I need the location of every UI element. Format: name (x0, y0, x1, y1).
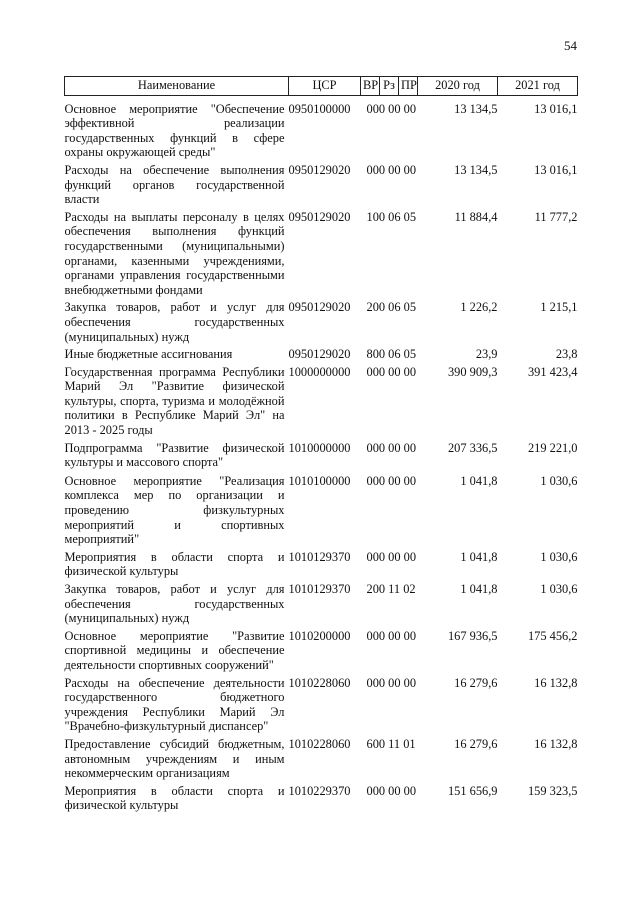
row-csr: 0950129020 (288, 347, 351, 362)
table-row (65, 438, 578, 470)
row-name: Государственная программа Республики Марий Эл "Развитие физической культуры, спорта, туризма и молодёжной политики в Республике Марий Эл" на 2013 - 2025 годы (64, 364, 285, 438)
table-row (65, 579, 578, 626)
row-codes: 000 00 00 (366, 101, 417, 116)
row-value-2020: 207 336,5 (447, 440, 498, 455)
row-value-2021: 16 132,8 (534, 736, 578, 751)
row-codes: 000 00 00 (366, 364, 417, 379)
row-value-2021: 11 777,2 (534, 209, 578, 224)
header-vr: ВР (361, 77, 380, 96)
row-name: Основное мероприятие "Обеспечение эффективной реализации государственных функций в сфере охраны окружающей среды" (64, 101, 285, 160)
table-row (65, 470, 578, 547)
row-csr: 0950129020 (288, 209, 351, 224)
row-value-2020: 16 279,6 (454, 675, 498, 690)
row-value-2020: 151 656,9 (447, 783, 498, 798)
row-value-2020: 390 909,3 (447, 364, 498, 379)
header-name: Наименование (65, 77, 289, 96)
row-name: Закупка товаров, работ и услуг для обеспечения государственных (муниципальных) нужд (64, 582, 285, 626)
row-value-2020: 23,9 (475, 347, 498, 362)
row-codes: 000 00 00 (366, 675, 417, 690)
row-name: Расходы на выплаты персоналу в целях обеспечения выполнения функций государственными (муниципальными) органами, казенными учреждениями, органами управления государственными внебюджетными фондами (64, 209, 285, 297)
table-row (65, 207, 578, 298)
row-codes: 000 00 00 (366, 783, 417, 798)
row-csr: 1010228060 (288, 675, 351, 690)
row-name: Закупка товаров, работ и услуг для обеспечения государственных (муниципальных) нужд (64, 300, 285, 344)
row-name: Мероприятия в области спорта и физической культуры (64, 783, 285, 813)
row-csr: 1010229370 (288, 783, 351, 798)
row-value-2021: 175 456,2 (527, 628, 578, 643)
row-value-2020: 1 041,8 (460, 582, 498, 596)
row-csr: 0950129020 (288, 300, 351, 315)
row-name: Расходы на обеспечение деятельности государственного бюджетного учреждения Республики Марий Эл "Врачебно-физкультурный диспансер" (64, 675, 285, 734)
table-row (65, 673, 578, 734)
row-value-2020: 1 041,8 (460, 549, 498, 564)
table-row (65, 626, 578, 673)
row-codes: 000 00 00 (366, 628, 417, 643)
row-value-2020: 1 041,8 (460, 473, 498, 488)
row-csr: 1000000000 (288, 364, 351, 379)
row-csr: 0950129020 (288, 162, 351, 177)
row-value-2021: 1 030,6 (540, 549, 578, 564)
row-codes: 000 00 00 (366, 440, 417, 455)
row-value-2021: 219 221,0 (527, 440, 578, 455)
row-csr: 1010129370 (288, 549, 351, 564)
row-codes: 000 00 00 (366, 549, 417, 564)
row-value-2020: 16 279,6 (454, 736, 498, 751)
table-row (65, 160, 578, 207)
row-codes: 200 11 02 (366, 582, 416, 596)
row-value-2021: 13 016,1 (534, 162, 578, 177)
header-pr: ПР (399, 77, 418, 96)
row-value-2020: 1 226,2 (460, 300, 498, 315)
row-value-2020: 13 134,5 (454, 162, 498, 177)
row-value-2020: 13 134,5 (454, 101, 498, 116)
row-name: Иные бюджетные ассигнования (64, 347, 233, 362)
row-name: Основное мероприятие "Развитие спортивной медицины и обеспечение деятельности спортивных сооружений" (64, 628, 285, 672)
page-number: 54 (564, 38, 577, 53)
row-name: Мероприятия в области спорта и физической культуры (64, 549, 285, 579)
table-row (65, 344, 578, 362)
table-row (65, 781, 578, 813)
row-name: Предоставление субсидий бюджетным, автономным учреждениям и иным некоммерческим организациям (64, 736, 285, 781)
row-codes: 000 00 00 (366, 473, 417, 488)
table-row (65, 734, 578, 781)
table-body (65, 95, 578, 813)
row-codes: 000 00 00 (366, 162, 417, 177)
row-value-2021: 391 423,4 (527, 364, 578, 379)
row-codes: 200 06 05 (366, 300, 417, 315)
row-value-2021: 159 323,5 (527, 783, 578, 798)
row-value-2021: 23,8 (555, 347, 578, 362)
row-csr: 1010200000 (288, 628, 351, 643)
table-row (65, 362, 578, 438)
row-csr: 1010100000 (288, 473, 351, 488)
row-value-2021: 13 016,1 (534, 101, 578, 116)
header-csr: ЦСР (289, 77, 361, 96)
row-codes: 100 06 05 (366, 209, 417, 224)
row-name: Основное мероприятие "Реализация комплекса мер по организации и проведению физкультурных мероприятий и спортивных мероприятий" (64, 473, 285, 547)
row-value-2020: 11 884,4 (454, 209, 498, 224)
table-row (65, 547, 578, 579)
table-row (65, 297, 578, 344)
row-value-2021: 1 215,1 (540, 300, 578, 315)
table-row (65, 95, 578, 160)
row-value-2020: 167 936,5 (447, 628, 498, 643)
header-2021: 2021 год (498, 77, 578, 96)
row-csr: 1010000000 (288, 440, 351, 455)
row-value-2021: 1 030,6 (540, 473, 578, 488)
row-codes: 800 06 05 (366, 347, 417, 362)
header-rz: Рз (380, 77, 399, 96)
row-name: Подпрограмма "Развитие физической культуры и массового спорта" (64, 440, 285, 470)
row-value-2021: 1 030,6 (540, 582, 578, 596)
row-csr: 1010228060 (288, 736, 351, 751)
row-codes: 600 11 01 (366, 736, 416, 751)
budget-table (64, 76, 578, 813)
header-2020: 2020 год (418, 77, 498, 96)
row-value-2021: 16 132,8 (534, 675, 578, 690)
table-header-row (65, 77, 578, 96)
row-csr: 1010129370 (288, 582, 351, 596)
row-csr: 0950100000 (288, 101, 351, 116)
row-name: Расходы на обеспечение выполнения функций органов государственной власти (64, 162, 285, 207)
